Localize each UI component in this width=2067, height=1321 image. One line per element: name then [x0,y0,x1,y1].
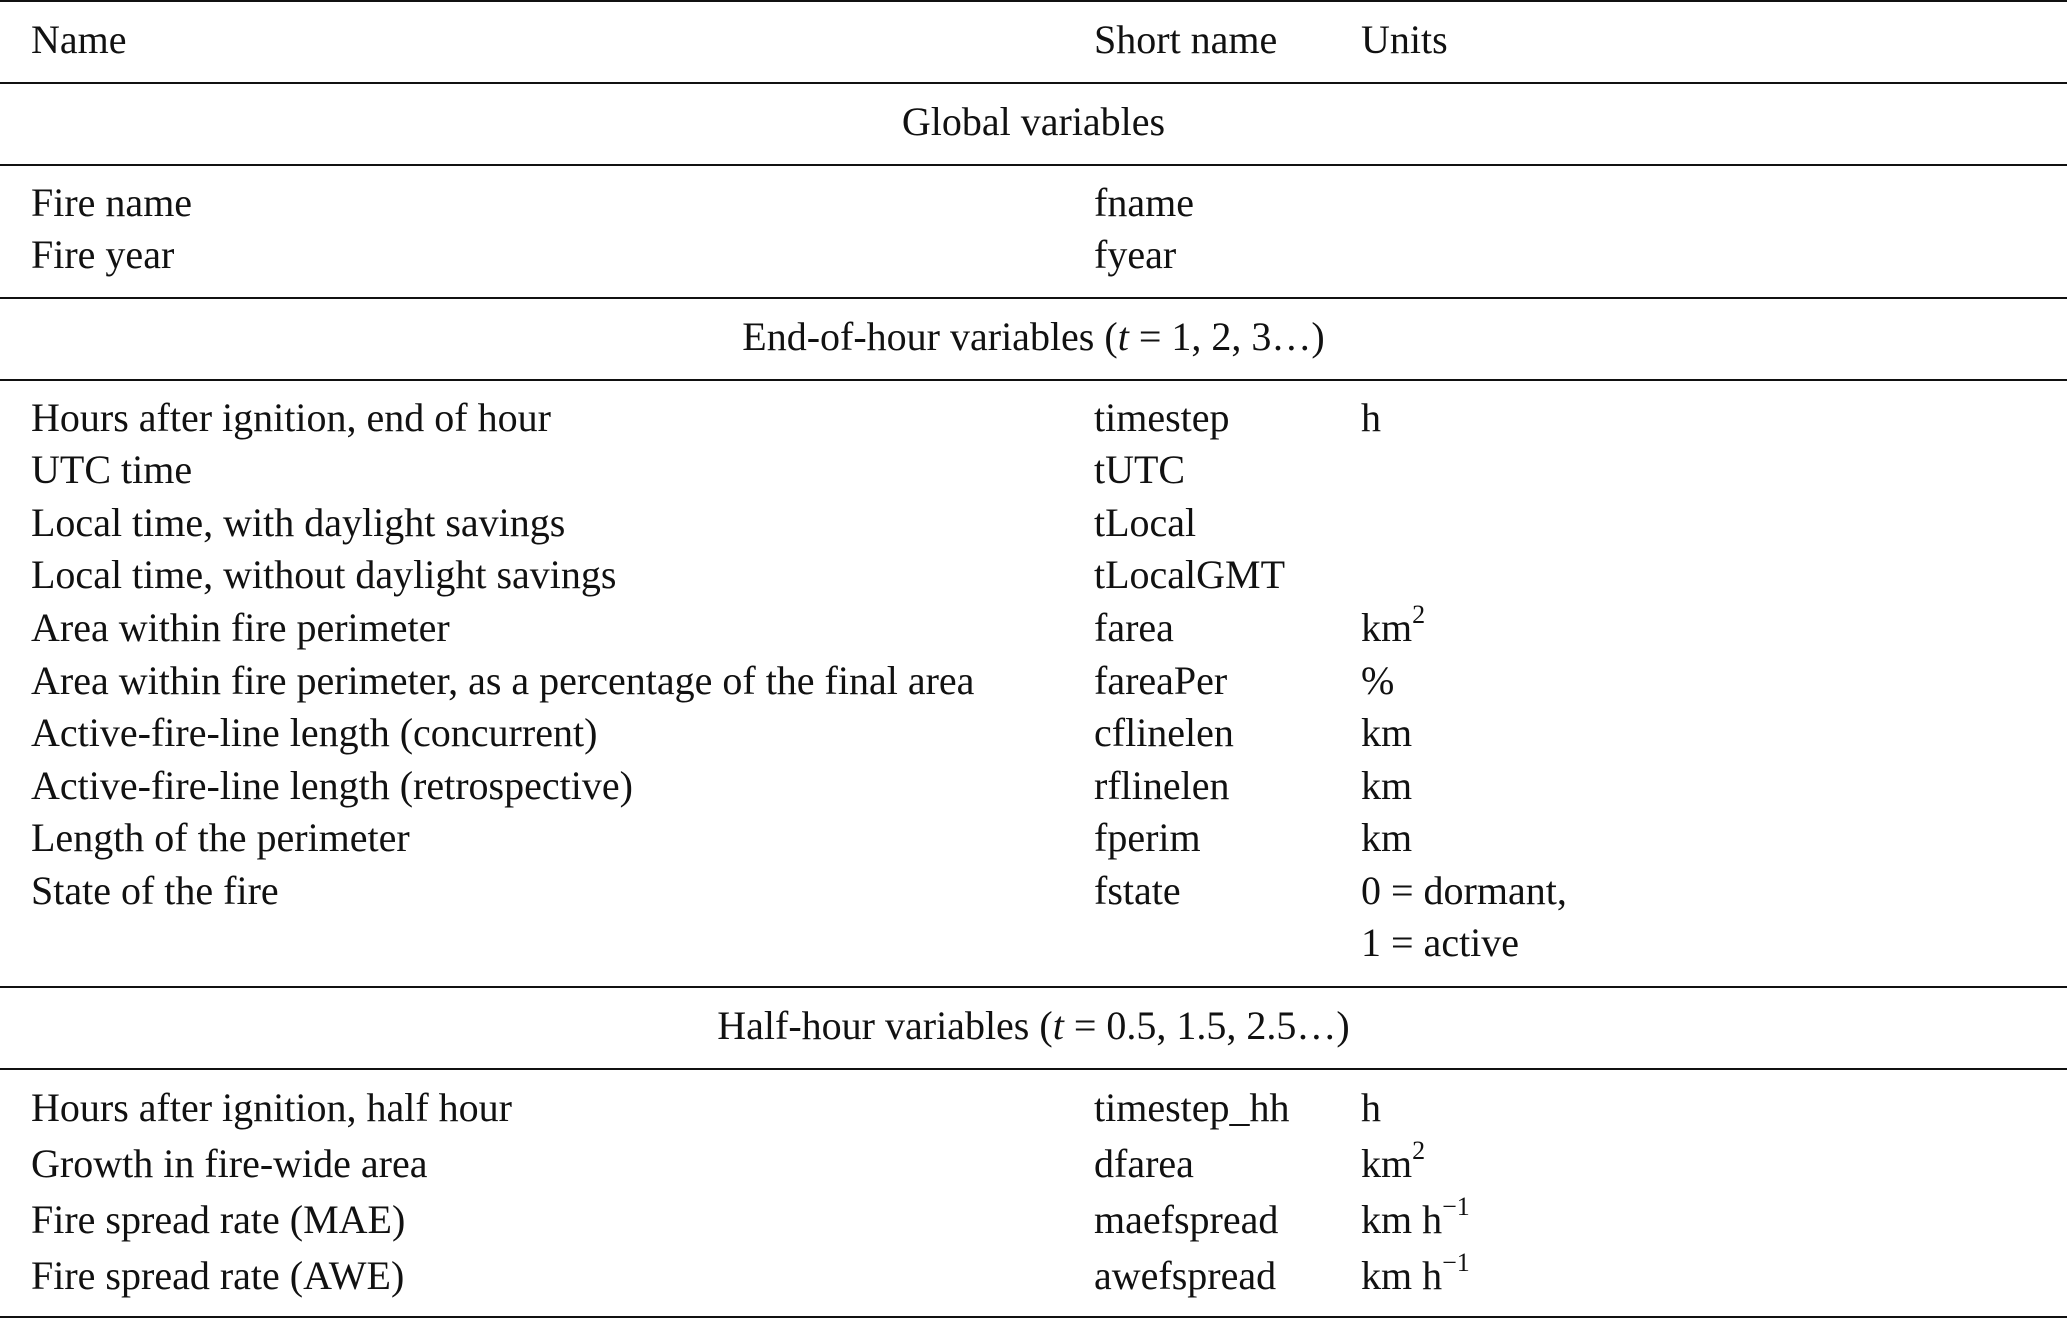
table-top-rule [0,0,2067,2]
table-row [0,759,2067,812]
table-row [0,811,2067,864]
units-base: km h [1361,1253,1443,1298]
section-title-prefix: End-of-hour variables ( [742,314,1118,359]
row-name: Hours after ignition, end of hour [31,395,551,440]
section-rule-half-hour-bottom [0,1068,2067,1070]
table-header-row [0,13,2067,66]
row-name: Hours after ignition, half hour [31,1085,512,1130]
table-row [0,496,2067,549]
row-name: Length of the perimeter [31,815,410,860]
row-short-name: fstate [1094,868,1181,913]
table-row [0,1193,2067,1246]
table-row [0,1137,2067,1190]
row-name: Growth in fire-wide area [31,1141,428,1186]
row-name: Fire spread rate (AWE) [31,1253,405,1298]
section-title-end-of-hour [0,310,2067,363]
units-base: km [1361,1141,1413,1186]
row-name: Fire spread rate (MAE) [31,1197,406,1242]
section-title-variable: t [1117,314,1129,359]
section-title-variable: t [1052,1003,1064,1048]
units-exponent: −1 [1442,1247,1470,1277]
row-units: 0 = dormant, [1361,868,1567,913]
units-exponent: 2 [1412,599,1426,629]
table-row [0,176,2067,229]
table-row [0,391,2067,444]
row-name: Local time, without daylight savings [31,552,617,597]
table-row [0,1081,2067,1134]
row-short-name: awefspread [1094,1253,1277,1298]
row-units-line2: 1 = active [1361,920,1520,965]
row-units: km [1361,815,1413,860]
table-row [0,654,2067,707]
row-name: Local time, with daylight savings [31,500,566,545]
section-rule-half-hour [0,986,2067,988]
row-short-name: maefspread [1094,1197,1279,1242]
row-name: Active-fire-line length (retrospective) [31,763,633,808]
table-row [0,228,2067,281]
table-row [0,443,2067,496]
row-units [1361,1193,1470,1246]
row-units: % [1361,658,1395,703]
table-row [0,864,2067,917]
row-name: State of the fire [31,868,279,913]
table-row [0,706,2067,759]
row-short-name: fyear [1094,232,1177,277]
row-name: Area within fire perimeter, as a percentage of the final area [31,658,975,703]
units-base: km [1361,605,1413,650]
section-title-suffix: = 1, 2, 3…) [1128,314,1325,359]
row-short-name: rflinelen [1094,763,1230,808]
header-short-name: Short name [1094,17,1278,62]
row-name: Fire year [31,232,175,277]
units-exponent: −1 [1442,1191,1470,1221]
row-short-name: fareaPer [1094,658,1228,703]
section-rule-end-of-hour [0,297,2067,299]
section-rule-global [0,164,2067,166]
units-exponent: 2 [1412,1135,1426,1165]
row-units [1361,1137,1425,1190]
section-title-global: Global variables [901,99,1166,144]
row-name: UTC time [31,447,193,492]
header-units: Units [1361,17,1448,62]
row-short-name: fperim [1094,815,1201,860]
section-title-suffix: = 0.5, 1.5, 2.5…) [1063,1003,1350,1048]
row-units: h [1361,1085,1381,1130]
row-short-name: cflinelen [1094,710,1234,755]
row-name: Fire name [31,180,193,225]
table-row-continuation [0,916,2067,969]
row-short-name: tLocalGMT [1094,552,1286,597]
row-short-name: fname [1094,180,1194,225]
row-short-name: tLocal [1094,500,1197,545]
table-bottom-rule [0,1316,2067,1318]
row-short-name: timestep_hh [1094,1085,1290,1130]
row-units: h [1361,395,1381,440]
row-units: km [1361,763,1413,808]
table-row [0,1249,2067,1302]
row-short-name: dfarea [1094,1141,1194,1186]
row-name: Area within fire perimeter [31,605,450,650]
header-name: Name [31,17,127,62]
row-short-name: timestep [1094,395,1230,440]
table-row [0,601,2067,654]
units-base: km h [1361,1197,1443,1242]
section-title-prefix: Half-hour variables ( [717,1003,1053,1048]
header-rule [0,82,2067,84]
row-name: Active-fire-line length (concurrent) [31,710,598,755]
row-short-name: farea [1094,605,1174,650]
row-units: km [1361,710,1413,755]
table-row [0,548,2067,601]
row-short-name: tUTC [1094,447,1186,492]
row-units [1361,1249,1470,1302]
section-title-half-hour [0,999,2067,1052]
row-units [1361,601,1425,654]
section-rule-end-of-hour-bottom [0,379,2067,381]
